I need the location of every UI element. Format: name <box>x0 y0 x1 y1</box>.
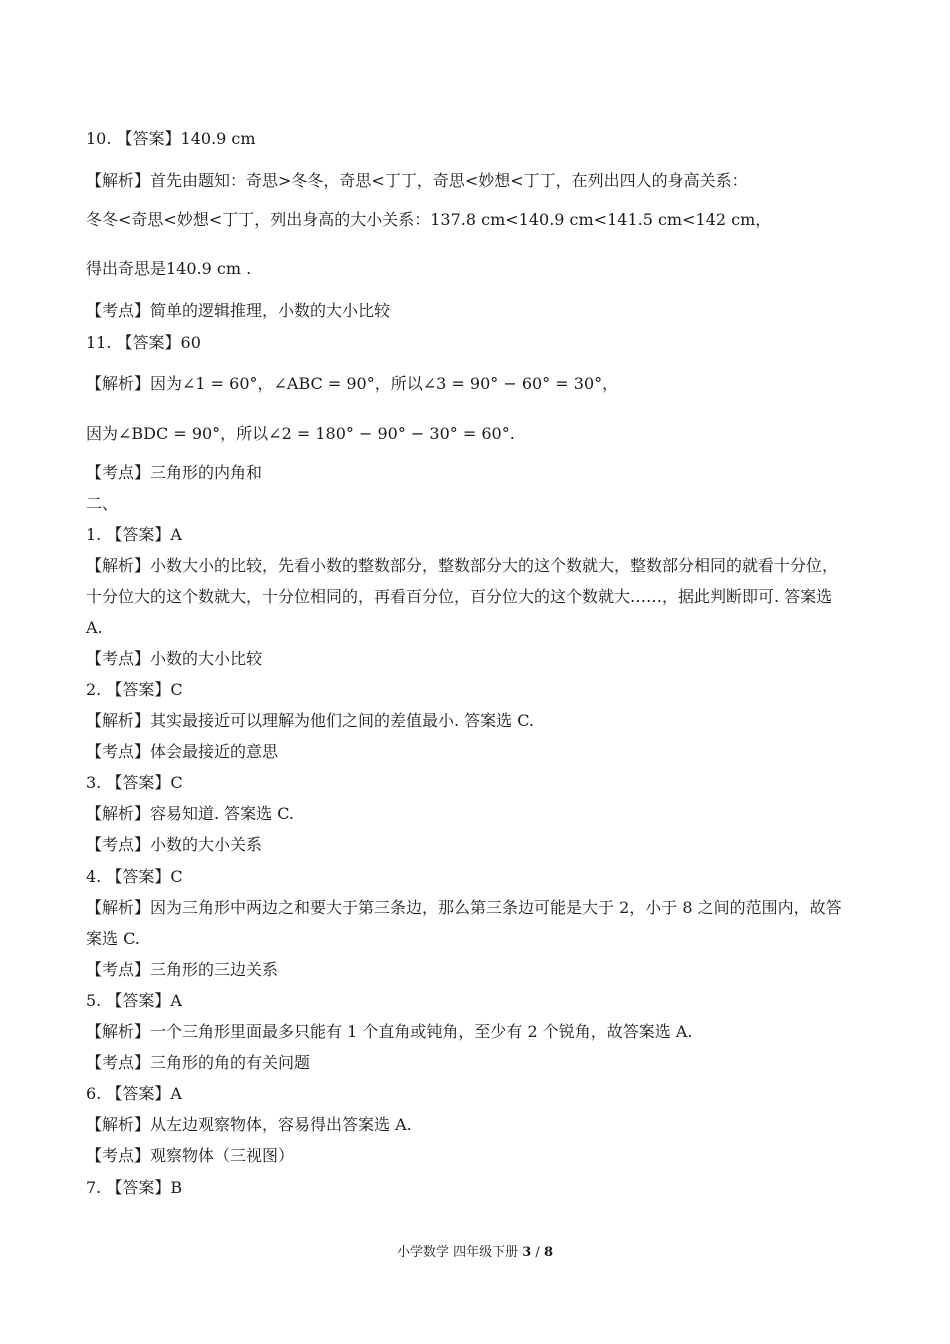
s2-q3-analysis: 【解析】容易知道. 答案选 C. <box>86 804 295 823</box>
s2-q3-answer: 3. 【答案】C <box>86 773 183 792</box>
s2-q1-answer: 1. 【答案】A <box>86 525 182 544</box>
q10-analysis-line-2: 冬冬<奇思<妙想<丁丁，列出身高的大小关系：137.8 cm<140.9 cm<141.5 cm<142 cm， <box>86 210 772 229</box>
s2-q7-answer: 7. 【答案】B <box>86 1178 183 1197</box>
s2-q4-analysis-line-1: 【解析】因为三角形中两边之和要大于第三条边，那么第三条边可能是大于 2，小于 8 之间的范围内，故答 <box>86 898 842 917</box>
q10-knowledge-point: 【考点】简单的逻辑推理，小数的大小比较 <box>86 301 391 320</box>
s2-q6-analysis: 【解析】从左边观察物体，容易得出答案选 A. <box>86 1115 412 1134</box>
q10-analysis-line-3: 得出奇思是140.9 cm . <box>86 259 252 278</box>
section-heading: 二、 <box>86 494 119 513</box>
s2-q2-answer: 2. 【答案】C <box>86 680 183 699</box>
q10-analysis-line-1: 【解析】首先由题知：奇思>冬冬，奇思<丁丁，奇思<妙想<丁丁，在列出四人的身高关系： <box>86 171 748 190</box>
q11-answer: 11. 【答案】60 <box>86 333 201 352</box>
footer-subject: 小学数学 四年级下册 <box>396 1245 523 1260</box>
q11-analysis-line-2: 因为∠BDC = 90°，所以∠2 = 180° − 90° − 30° = 60°. <box>86 424 515 443</box>
s2-q1-analysis-line-2: 十分位大的这个数就大，十分位相同的，再看百分位，百分位大的这个数就大……，据此判断即可. 答案选 <box>86 587 833 606</box>
s2-q4-answer: 4. 【答案】C <box>86 867 183 886</box>
s2-q6-answer: 6. 【答案】A <box>86 1084 182 1103</box>
s2-q5-answer: 5. 【答案】A <box>86 991 182 1010</box>
footer-separator: / <box>531 1245 544 1260</box>
s2-q5-knowledge-point: 【考点】三角形的角的有关问题 <box>86 1053 311 1072</box>
s2-q3-knowledge-point: 【考点】小数的大小关系 <box>86 835 263 854</box>
s2-q4-knowledge-point: 【考点】三角形的三边关系 <box>86 960 279 979</box>
s2-q2-analysis: 【解析】其实最接近可以理解为他们之间的差值最小. 答案选 C. <box>86 711 535 730</box>
s2-q5-analysis: 【解析】一个三角形里面最多只能有 1 个直角或钝角，至少有 2 个锐角，故答案选 A. <box>86 1022 693 1041</box>
s2-q1-analysis-line-1: 【解析】小数大小的比较，先看小数的整数部分，整数部分大的这个数就大，整数部分相同的就看十分位， <box>86 556 839 575</box>
s2-q2-knowledge-point: 【考点】体会最接近的意思 <box>86 742 279 761</box>
s2-q1-knowledge-point: 【考点】小数的大小比较 <box>86 649 263 668</box>
footer-total-pages: 8 <box>543 1245 553 1260</box>
s2-q4-analysis-line-2: 案选 C. <box>86 929 140 948</box>
q10-answer: 10. 【答案】140.9 cm <box>86 129 256 148</box>
footer-page-number: 3 <box>522 1245 532 1260</box>
s2-q6-knowledge-point: 【考点】观察物体（三视图） <box>86 1146 295 1165</box>
q11-analysis-line-1: 【解析】因为∠1 = 60°，∠ABC = 90°，所以∠3 = 90° − 60° = 30°， <box>86 374 619 393</box>
page-footer <box>0 1244 950 1262</box>
q11-knowledge-point: 【考点】三角形的内角和 <box>86 463 263 482</box>
s2-q1-analysis-line-3: A. <box>86 618 103 637</box>
